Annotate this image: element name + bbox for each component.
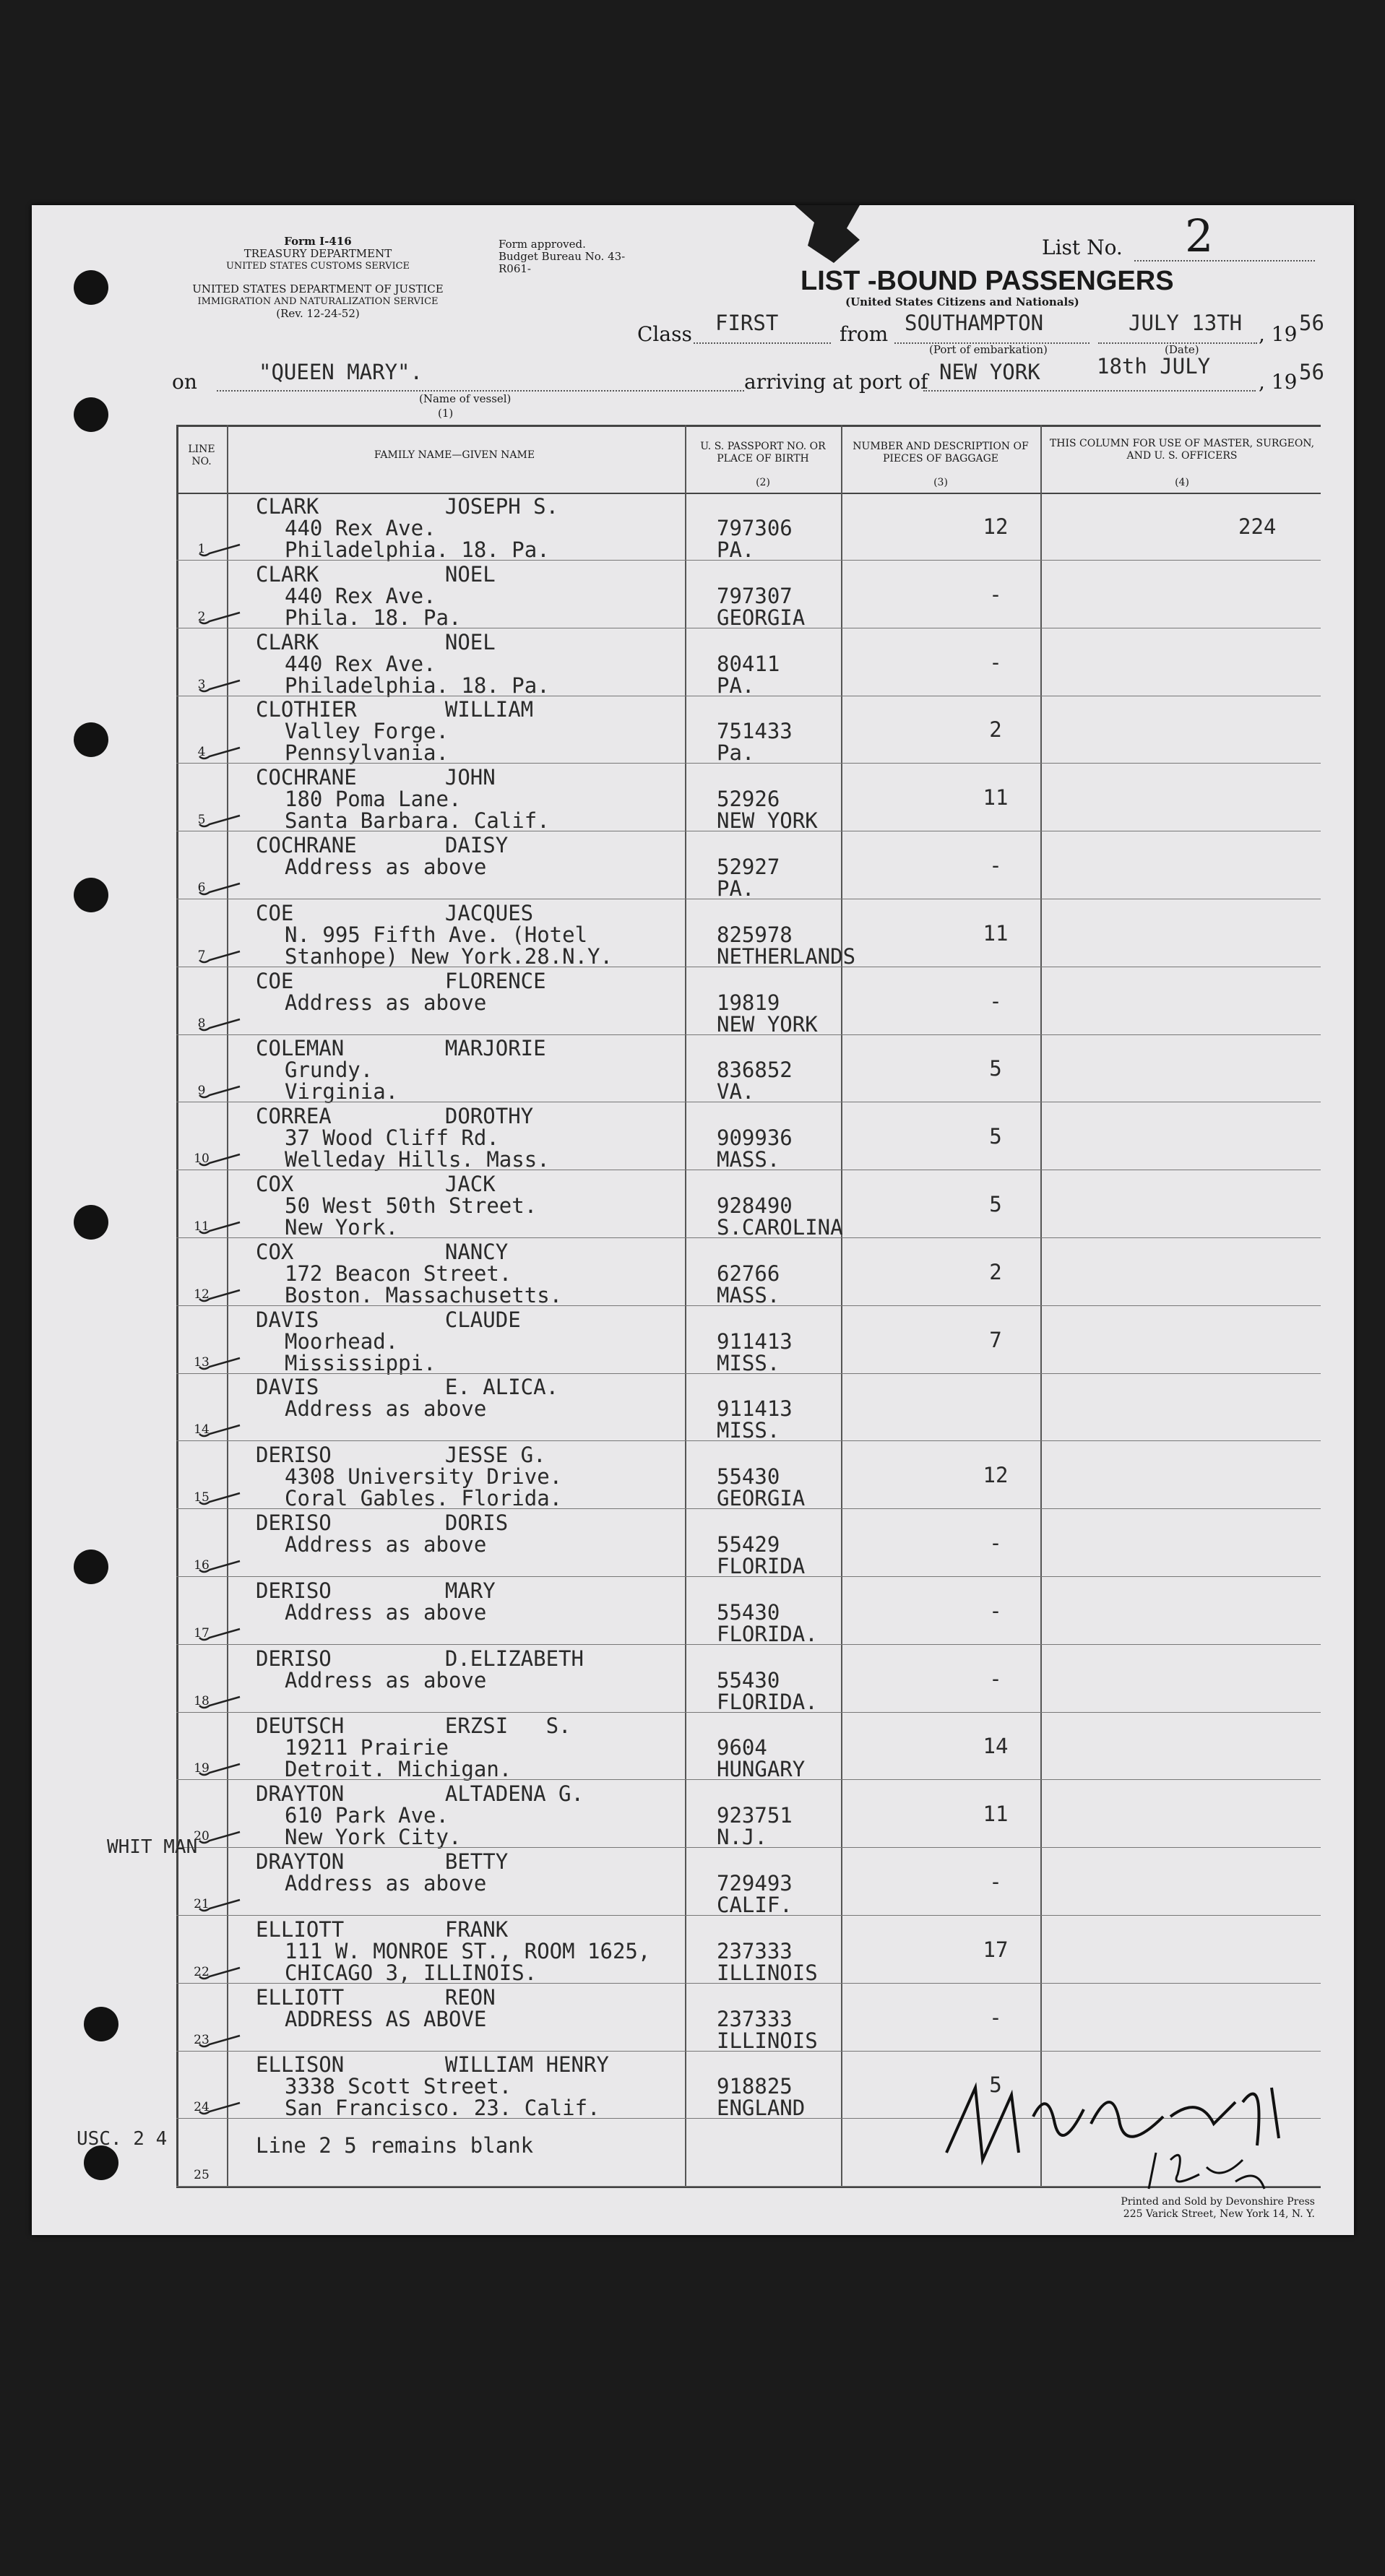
passenger-address-line1: Moorhead. (285, 1328, 399, 1354)
check-tick (198, 1357, 241, 1371)
line-number: 21 (194, 1897, 210, 1911)
passenger-name: CLARK NOEL (256, 561, 496, 587)
col-num-officers: (4) (1175, 477, 1189, 488)
table-row (176, 1373, 1321, 1441)
line-number: 6 (197, 881, 206, 895)
passenger-address-line2: CHICAGO 3, ILLINOIS. (285, 1960, 538, 1985)
table-row (176, 1441, 1321, 1509)
list-no-label: List No. (1042, 235, 1123, 259)
passenger-address-line2: Welleday Hills. Mass. (285, 1147, 550, 1172)
passenger-name: CLARK NOEL (256, 629, 496, 654)
place-of-birth: MISS. (717, 1350, 780, 1375)
check-tick (198, 1898, 241, 1913)
line-number: 4 (197, 745, 206, 760)
place-of-birth: GEORGIA (717, 605, 806, 630)
list-number: 2 (1185, 209, 1214, 262)
table-row (176, 899, 1321, 967)
table-row (176, 831, 1321, 899)
table-row (176, 764, 1321, 834)
passenger-address-line2: Philadelphia. 18. Pa. (285, 673, 550, 698)
passenger-address-line1: 4308 University Drive. (285, 1464, 563, 1490)
table-row (176, 1509, 1321, 1577)
passenger-address-line1: 440 Rex Ave. (285, 583, 436, 608)
line-number: 19 (194, 1761, 210, 1776)
check-tick (198, 679, 241, 693)
passenger-address-line2: Pennsylvania. (285, 740, 449, 766)
check-tick (198, 1424, 241, 1438)
passenger-name: DAVIS CLAUDE (256, 1307, 521, 1332)
col-num-baggage: (3) (933, 477, 948, 488)
line-number: 8 (197, 1016, 206, 1031)
date-caption: (Date) (1165, 343, 1199, 356)
depart-year: 56 (1299, 311, 1324, 335)
baggage-count: 5 (989, 2073, 1002, 2098)
passenger-name: DAVIS E. ALICA. (256, 1375, 559, 1400)
check-tick (198, 2034, 241, 2049)
table-row (176, 696, 1321, 764)
baggage-count: - (989, 853, 1002, 878)
baggage-count: - (989, 2005, 1002, 2030)
margin-note-white-man: WHIT MAN (107, 1836, 198, 1858)
vessel-line (217, 390, 744, 392)
passport-number: 918825 (717, 2074, 793, 2099)
table-row (176, 1780, 1321, 1848)
table-row (176, 1238, 1321, 1306)
col-num-passport: (2) (756, 477, 770, 488)
passenger-name: ELLIOTT REON (256, 1984, 496, 2010)
passenger-name: COX NANCY (256, 1239, 509, 1264)
line-number: 15 (194, 1490, 210, 1505)
from-value: SOUTHAMPTON (905, 311, 1044, 335)
passenger-address-line1: Address as above (285, 990, 487, 1015)
passenger-address-line1: N. 995 Fifth Ave. (Hotel (285, 922, 588, 947)
check-tick (198, 1085, 241, 1099)
passport-number: 923751 (717, 1803, 793, 1828)
punch-hole (74, 1550, 108, 1584)
doj-name: UNITED STATES DEPARTMENT OF JUSTICE (192, 282, 444, 295)
baggage-count: 11 (983, 785, 1009, 811)
check-tick (198, 611, 241, 626)
passport-number: 19819 (717, 990, 780, 1015)
table-row (176, 1848, 1321, 1916)
check-tick (198, 1695, 241, 1710)
from-label: from (840, 322, 889, 346)
passenger-name: ELLISON WILLIAM HENRY (256, 2052, 609, 2078)
line-number: 9 (197, 1084, 206, 1099)
passenger-address-line1: 3338 Scott Street. (285, 2074, 512, 2099)
baggage-count: - (989, 1531, 1002, 1555)
line-number: 24 (194, 2100, 210, 2115)
passenger-address-line2: Santa Barbara. Calif. (285, 808, 550, 834)
line-number: 25 (194, 2168, 210, 2183)
check-tick (198, 950, 241, 964)
approval-text: Form approved. (499, 238, 586, 251)
place-of-birth: MISS. (717, 1418, 780, 1443)
check-tick (198, 1153, 241, 1167)
line-number: 7 (197, 948, 206, 963)
check-tick (198, 1831, 241, 1845)
passport-number: 55430 (717, 1464, 780, 1490)
punch-hole (74, 1205, 108, 1240)
passenger-address-line1: Grundy. (285, 1058, 374, 1083)
passport-number: 237333 (717, 2006, 793, 2031)
baggage-count: - (989, 582, 1002, 607)
check-tick (198, 2101, 241, 2116)
arrival-year: 56 (1299, 360, 1324, 384)
line-number: 23 (194, 2032, 210, 2047)
passenger-name: ELLIOTT FRANK (256, 1916, 509, 1942)
passenger-address-line2: Coral Gables. Florida. (285, 1486, 563, 1511)
passenger-address-line2: New York. (285, 1215, 399, 1240)
punch-hole (84, 2145, 118, 2180)
form-approval (499, 238, 643, 275)
passport-number: 911413 (717, 1396, 793, 1422)
col-head-officers: THIS COLUMN FOR USE OF MASTER, SURGEON, AND U. S. OFFICERS (1049, 438, 1315, 462)
baggage-count: 2 (989, 717, 1002, 743)
check-tick (198, 543, 241, 558)
officer-note: 224 (1238, 514, 1277, 539)
arriving-label: arriving at port of (744, 370, 928, 394)
punch-hole (74, 878, 108, 912)
place-of-birth: S.CAROLINA (717, 1215, 843, 1240)
table-top-rule (176, 425, 1321, 427)
place-of-birth: MASS. (717, 1147, 780, 1172)
passenger-name: DERISO DORIS (256, 1510, 509, 1535)
place-of-birth: FLORIDA. (717, 1621, 818, 1646)
check-tick (198, 814, 241, 829)
passenger-name: DERISO MARY (256, 1578, 496, 1603)
passenger-address-line2: Boston. Massachusetts. (285, 1282, 563, 1308)
department: TREASURY DEPARTMENT (243, 247, 392, 260)
passenger-address-line1: Address as above (285, 1396, 487, 1422)
page-subtitle: (United States Citizens and Nationals) (845, 295, 1079, 308)
passport-number: 928490 (717, 1193, 793, 1218)
passenger-address-line1: Address as above (285, 1532, 487, 1557)
passenger-address-line1: 19211 Prairie (285, 1735, 449, 1760)
baggage-count: 14 (983, 1734, 1009, 1759)
arrival-line (923, 390, 1256, 392)
passenger-name: CORREA DOROTHY (256, 1104, 534, 1129)
inspector-signature (932, 2073, 1337, 2210)
budget-bureau: Budget Bureau No. 43-R061- (499, 250, 626, 275)
margin-note-usc: USC. 2 4 (77, 2128, 168, 2150)
line-number: 11 (194, 1219, 210, 1234)
list-no-line (1134, 260, 1315, 262)
page-title: LIST -BOUND PASSENGERS (801, 266, 1174, 296)
baggage-count: 11 (983, 920, 1009, 946)
port-embark-caption: (Port of embarkation) (929, 343, 1048, 356)
baggage-count: 5 (989, 1056, 1002, 1081)
baggage-count: - (989, 988, 1002, 1013)
line-number: 16 (194, 1558, 210, 1573)
line-number: 10 (194, 1151, 210, 1167)
passenger-address-line2: Mississippi. (285, 1350, 436, 1375)
place-of-birth: GEORGIA (717, 1486, 806, 1511)
baggage-count: - (989, 1598, 1002, 1623)
printer-imprint: Printed and Sold by Devonshire Press 225 Varick Street, New York 14, N. Y. (1121, 2196, 1315, 2220)
passenger-name: DRAYTON BETTY (256, 1849, 509, 1874)
place-of-birth: NEW YORK (717, 808, 818, 834)
vessel-caption: (Name of vessel) (419, 392, 512, 405)
baggage-count: - (989, 1870, 1002, 1894)
vessel-name: "QUEEN MARY". (259, 360, 423, 384)
arrival-year-prefix: , 19 (1259, 370, 1298, 394)
passenger-address-line1: 610 Park Ave. (285, 1803, 449, 1828)
passenger-address-line2: Philadelphia. 18. Pa. (285, 537, 550, 562)
passport-number: 825978 (717, 922, 793, 947)
table-row (176, 967, 1321, 1035)
passenger-name: CLOTHIER WILLIAM (256, 697, 534, 722)
passenger-address-line2: San Francisco. 23. Calif. (285, 2096, 600, 2121)
passport-number: 55429 (717, 1532, 780, 1557)
passport-number: 80411 (717, 651, 780, 676)
place-of-birth: PA. (717, 876, 755, 901)
line-number: 3 (197, 677, 206, 692)
passport-number: 909936 (717, 1125, 793, 1151)
passport-number: 237333 (717, 1938, 793, 1963)
year-prefix: , 19 (1259, 322, 1298, 346)
line-number: 5 (197, 813, 206, 828)
place-of-birth: VA. (717, 1079, 755, 1105)
baggage-count: - (989, 1666, 1002, 1691)
passenger-address-line2: Stanhope) New York.28.N.Y. (285, 943, 613, 969)
place-of-birth: PA. (717, 537, 755, 562)
form-id: Form I-416 (284, 235, 352, 248)
passenger-address-line1: 111 W. MONROE ST., ROOM 1625, (285, 1938, 651, 1963)
passenger-address-line1: Address as above (285, 855, 487, 879)
passenger-name: CLARK JOSEPH S. (256, 494, 559, 519)
line-number: 18 (194, 1693, 210, 1708)
passenger-name: COLEMAN MARJORIE (256, 1036, 546, 1061)
passenger-address-line1: Valley Forge. (285, 719, 449, 744)
table-row (176, 1577, 1321, 1645)
place-of-birth: PA. (717, 673, 755, 698)
place-of-birth: MASS. (717, 1282, 780, 1308)
check-tick (198, 1966, 241, 1981)
check-tick (198, 882, 241, 896)
passport-number: 911413 (717, 1328, 793, 1354)
col-head-line: LINE NO. (188, 444, 215, 467)
class-line (694, 342, 831, 344)
table-row (176, 1712, 1321, 1780)
table-row (176, 1306, 1321, 1374)
passenger-address-line1: Address as above (285, 1871, 487, 1896)
line-number: 2 (197, 609, 206, 624)
baggage-count: - (989, 649, 1002, 675)
check-tick (198, 1289, 241, 1303)
on-label: on (172, 370, 197, 394)
customs-service: UNITED STATES CUSTOMS SERVICE (225, 261, 410, 272)
check-tick (198, 1018, 241, 1032)
check-tick (198, 1628, 241, 1642)
passport-number: 797307 (717, 583, 793, 608)
passenger-address-line1: 440 Rex Ave. (285, 651, 436, 676)
line-number: 14 (194, 1422, 210, 1438)
passenger-address-line1: 50 West 50th Street. (285, 1193, 538, 1218)
revision: (Rev. 12-24-52) (276, 307, 360, 320)
passenger-address-line1: Address as above (285, 1599, 487, 1625)
passenger-address-line2: New York City. (285, 1825, 462, 1850)
passenger-name: DERISO JESSE G. (256, 1443, 546, 1468)
punch-hole (84, 2007, 118, 2041)
passport-number: 729493 (717, 1871, 793, 1896)
baggage-count: 5 (989, 1124, 1002, 1149)
passport-number: 9604 (717, 1735, 767, 1760)
place-of-birth: NETHERLANDS (717, 943, 856, 969)
table-row (176, 1645, 1321, 1713)
passenger-name: Line 2 5 remains blank (256, 2133, 534, 2158)
passport-number: 751433 (717, 719, 793, 744)
passport-number: 52927 (717, 855, 780, 879)
line-number: 17 (194, 1625, 210, 1641)
place-of-birth: Pa. (717, 740, 755, 766)
passenger-address-line2: Detroit. Michigan. (285, 1757, 512, 1782)
passenger-name: COCHRANE DAISY (256, 833, 509, 857)
line-number: 20 (194, 1829, 210, 1844)
table-row (176, 1170, 1321, 1238)
place-of-birth: HUNGARY (717, 1757, 806, 1782)
ins-name: IMMIGRATION AND NATURALIZATION SERVICE (197, 296, 439, 307)
col-head-name: FAMILY NAME—GIVEN NAME (374, 449, 535, 461)
baggage-count: 2 (989, 1259, 1002, 1284)
table-row (176, 1984, 1321, 2052)
passenger-address-line1: ADDRESS AS ABOVE (285, 2006, 487, 2031)
check-tick (198, 1492, 241, 1506)
place-of-birth: FLORIDA (717, 1554, 806, 1578)
baggage-count: 17 (983, 1937, 1009, 1962)
passenger-address-line1: Address as above (285, 1667, 487, 1693)
baggage-count: 5 (989, 1192, 1002, 1216)
passport-number: 836852 (717, 1058, 793, 1083)
passenger-address-line1: 180 Poma Lane. (285, 787, 462, 812)
check-tick (198, 1763, 241, 1777)
vessel-col-num: (1) (438, 407, 454, 420)
class-value: FIRST (715, 311, 779, 335)
passenger-name: COCHRANE JOHN (256, 765, 496, 790)
passport-number: 55430 (717, 1667, 780, 1693)
line-number: 1 (197, 542, 206, 556)
punch-hole (74, 722, 108, 757)
baggage-count: 12 (983, 1463, 1009, 1488)
passenger-name: DERISO D.ELIZABETH (256, 1646, 584, 1671)
place-of-birth: ENGLAND (717, 2096, 806, 2121)
table-row (176, 493, 1321, 561)
baggage-count: 7 (989, 1327, 1002, 1352)
line-number: 22 (194, 1964, 210, 1979)
passenger-address-line1: 172 Beacon Street. (285, 1261, 512, 1286)
place-of-birth: CALIF. (717, 1893, 793, 1917)
passenger-name: COE FLORENCE (256, 968, 546, 993)
baggage-count: 12 (983, 514, 1009, 539)
place-of-birth: ILLINOIS (717, 2028, 818, 2053)
col-head-baggage: NUMBER AND DESCRIPTION OF PIECES OF BAGGAGE (853, 441, 1029, 464)
punch-hole (74, 397, 108, 432)
table-row (176, 628, 1321, 696)
passenger-address-line1: 440 Rex Ave. (285, 516, 436, 540)
passenger-name: COX JACK (256, 1172, 496, 1196)
col-head-passport: U. S. PASSPORT NO. OR PLACE OF BIRTH (700, 441, 826, 464)
form-header-doj (166, 283, 470, 320)
passenger-table (176, 425, 1321, 2187)
table-row (176, 1034, 1321, 1105)
depart-date: JULY 13TH (1129, 311, 1243, 335)
table-row (176, 1102, 1321, 1170)
check-tick (198, 746, 241, 761)
place-of-birth: FLORIDA. (717, 1689, 818, 1714)
passenger-address-line2: Phila. 18. Pa. (285, 605, 462, 630)
punch-hole (74, 270, 108, 305)
table-row (176, 1916, 1321, 1984)
passenger-name: COE JACQUES (256, 900, 534, 925)
passport-number: 62766 (717, 1261, 780, 1286)
arrival-port: NEW YORK (939, 360, 1040, 384)
passenger-address-line2: Virginia. (285, 1079, 399, 1105)
place-of-birth: NEW YORK (717, 1011, 818, 1037)
arrival-date: 18th JULY (1097, 354, 1211, 379)
passenger-address-line1: 37 Wood Cliff Rd. (285, 1125, 499, 1151)
check-tick (198, 1560, 241, 1574)
passport-number: 797306 (717, 516, 793, 540)
place-of-birth: ILLINOIS (717, 1960, 818, 1985)
passport-number: 55430 (717, 1599, 780, 1625)
class-label: Class (637, 322, 692, 346)
passenger-name: DEUTSCH ERZSI S. (256, 1713, 571, 1739)
table-row (176, 561, 1321, 628)
line-number: 13 (194, 1354, 210, 1370)
passport-number: 52926 (717, 787, 780, 812)
baggage-count: 11 (983, 1802, 1009, 1827)
form-header-left (202, 235, 433, 272)
passenger-name: DRAYTON ALTADENA G. (256, 1781, 584, 1807)
line-number: 12 (194, 1287, 210, 1302)
place-of-birth: N.J. (717, 1825, 767, 1850)
check-tick (198, 1221, 241, 1235)
